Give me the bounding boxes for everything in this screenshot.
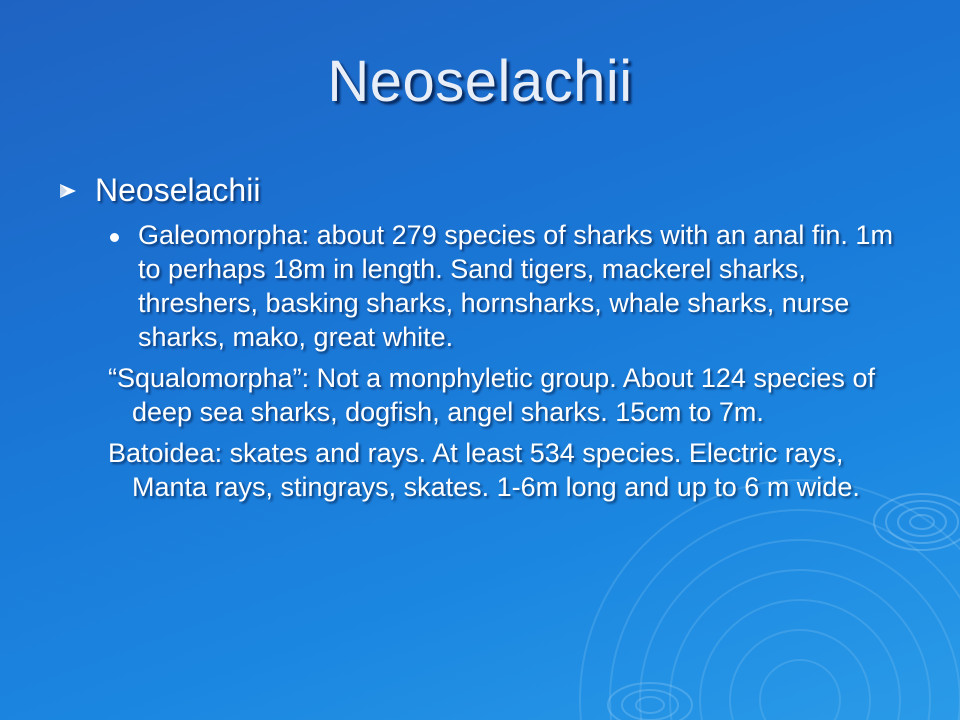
bullet-galeomorpha <box>110 218 920 354</box>
bullet-heading-text: Neoselachii <box>95 172 261 208</box>
arrowhead-bullet-icon <box>60 184 76 198</box>
paragraph-batoidea: Batoidea: skates and rays. At least 534 species. Electric rays, Manta rays, stingrays, skates. 1-6m long and up to 6 m wide. <box>108 438 860 502</box>
paragraph-squalomorpha: “Squalomorpha”: Not a monphyletic group. About 124 species of deep sea sharks, dogfish, angel sharks. 15cm to 7m. <box>108 363 875 427</box>
slide-body <box>60 170 920 504</box>
bullet-neoselachii <box>60 170 920 210</box>
galeomorpha-text: Galeomorpha: about 279 species of sharks with an anal fin. 1m to perhaps 18m in length. Sand tigers, mackerel sharks, threshers, basking sharks, hornsharks, whale sharks, nurse sharks, mako, great white. <box>138 220 893 352</box>
round-bullet-icon <box>110 233 119 242</box>
slide-title: Neoselachii <box>327 49 633 114</box>
